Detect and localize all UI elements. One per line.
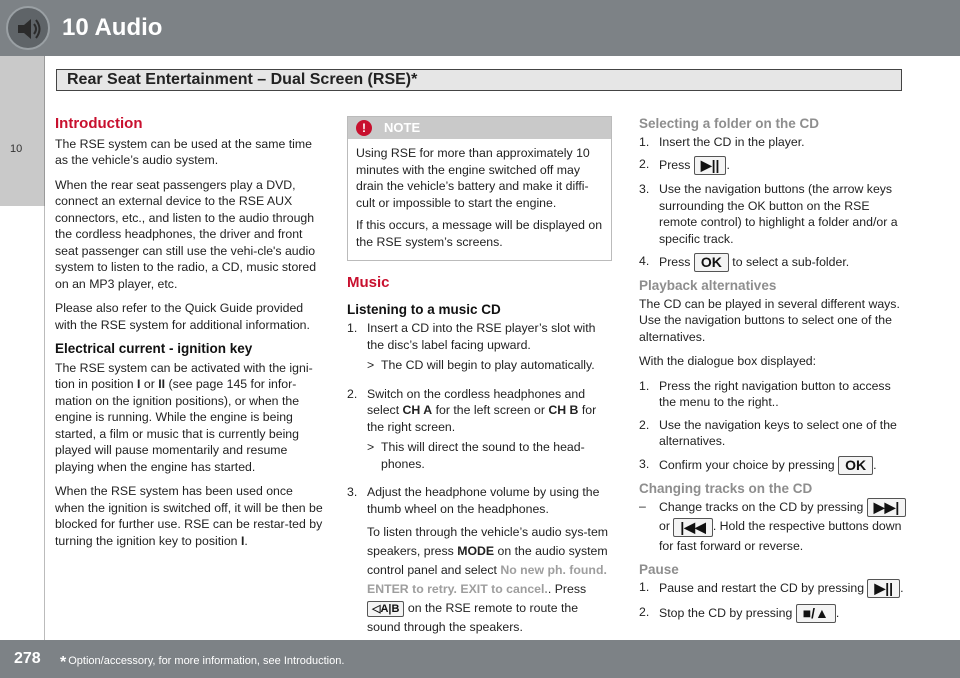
music-heading: Music <box>347 274 390 291</box>
speaker-icon <box>6 6 50 50</box>
ok-key-icon: OK <box>694 253 729 272</box>
folder-heading: Selecting a folder on the CD <box>639 116 820 131</box>
list-item: 2. Stop the CD by pressing ■/▲ . <box>639 605 840 622</box>
audio-select-key-icon: ◁A|B <box>367 601 404 617</box>
list-item: 1. Pause and restart the CD by pressing ▶|| . <box>639 580 904 597</box>
column-middle <box>347 116 612 643</box>
list-item: 4. Press OK to select a sub-folder. <box>639 254 850 270</box>
list-item: 3. Use the navigation buttons (the arrow keys surrounding the OK button on the RSE remote control) to highlight a folder and/or a specific track. <box>639 182 898 246</box>
note-title: NOTE <box>384 120 421 135</box>
list-item: 1. Press the right navigation button to access the menu to the right.. <box>639 378 891 409</box>
exclamation-icon: ! <box>356 120 372 136</box>
margin-line <box>44 206 45 640</box>
listening-heading: Listening to a music CD <box>347 301 501 317</box>
note-header <box>348 117 611 139</box>
list-item: – Change tracks on the CD by pressing ▶▶| or |◀◀ . Hold the respective buttons down for fast forward or reverse. <box>639 498 907 556</box>
page-number: 278 <box>14 650 41 667</box>
speaker-routing-text: To listen through the vehicle’s audio sys-tem speakers, press MODE on the audio system control panel and select No new ph. found. ENTER to retry. EXIT to cancel.. Press ◁A|B on the RSE remote to route the sound through the speakers. <box>367 525 609 634</box>
playback-paragraph-1: The CD can be played in several different ways. Use the navigation buttons to select one of the alternatives. <box>639 296 900 344</box>
playback-paragraph-2: With the dialogue box displayed: <box>639 354 817 368</box>
chapter-tab-number: 10 <box>10 143 23 155</box>
footnote: * Option/accessory, for more information, see Introduction. <box>60 654 345 671</box>
note-paragraph-1: Using RSE for more than approximately 10 minutes with the engine switched off may drain the vehicle’s battery and make it diffi-cult or impossible to start the engine. <box>356 146 590 210</box>
tracks-heading: Changing tracks on the CD <box>639 480 813 496</box>
note-paragraph-2: If this occurs, a message will be displayed on the RSE system’s screens. <box>356 218 603 249</box>
list-item: 1. Insert a CD into the RSE player’s slot with the disc’s label facing upward. > The CD will begin to play automatically. <box>347 320 612 380</box>
electrical-heading: Electrical current - ignition key <box>55 341 253 356</box>
next-track-key-icon: ▶▶| <box>867 498 906 517</box>
ok-key-icon: OK <box>838 456 873 475</box>
intro-paragraph-1: The RSE system can be used at the same time as the vehicle’s audio system. <box>55 136 312 167</box>
stop-eject-key-icon: ■/▲ <box>796 604 836 623</box>
previous-track-key-icon: |◀◀ <box>673 518 712 537</box>
section-title-bar <box>56 69 902 91</box>
list-item: 2. Switch on the cordless headphones and select CH A for the left screen or CH B for the right screen. > This will direct the sound to the head-phones. <box>347 386 612 479</box>
play-pause-key-icon: ▶|| <box>694 156 727 175</box>
list-item: 2. Use the navigation keys to select one of the alternatives. <box>639 417 897 448</box>
list-item: 2. Press ▶|| . <box>639 157 730 173</box>
intro-paragraph-2: When the rear seat passengers play a DVD, connect an external device to the RSE AUX connectors, etc., and listen to the audio through the cordless headphones, the driver and front seat passenger can still use the vehi-cle's audio system to listen to the radio, a CD, music stored on an MP3 player, etc. <box>55 177 317 291</box>
introduction-heading: Introduction <box>55 115 143 132</box>
list-item: 3. Confirm your choice by pressing OK . <box>639 456 877 473</box>
play-pause-key-icon: ▶|| <box>867 579 900 598</box>
column-right <box>639 116 907 629</box>
chapter-side-tab <box>0 56 45 206</box>
playback-heading: Playback alternatives <box>639 278 777 293</box>
result-line: > The CD will begin to play automatically. <box>367 358 595 372</box>
list-item: 3. Adjust the headphone volume by using the thumb wheel on the headphones. To listen through the vehicle’s audio sys-tem speakers, press MODE on the audio system control panel and select No new ph. found. ENTER to retry. EXIT to cancel.. Press ◁A|B on the RSE remote to route the sound through the speakers. <box>347 484 612 637</box>
result-line: > This will direct the sound to the head-phones. <box>367 440 585 471</box>
page-footer <box>0 640 960 678</box>
note-box <box>347 116 612 261</box>
column-left <box>55 116 323 557</box>
section-title: Rear Seat Entertainment – Dual Screen (RSE)* <box>67 71 418 88</box>
chapter-header-bar <box>0 0 960 56</box>
note-body <box>348 139 611 260</box>
list-item: 1. Insert the CD in the player. <box>639 134 805 149</box>
electrical-paragraph-2: When the RSE system has been used once when the ignition is switched off, it will be then be blocked for further use. RSE can be restar-ted by turning the ignition key to position I. <box>55 484 323 548</box>
intro-paragraph-3: Please also refer to the Quick Guide provided with the RSE system for additional information. <box>55 301 310 332</box>
pause-heading: Pause <box>639 561 679 577</box>
chapter-title: 10 Audio <box>62 14 163 41</box>
electrical-paragraph-1: The RSE system can be activated with the igni-tion in position I or II (see page 145 for infor-mation on the ignition positions), or when the engine is running. While the engine is being started, a film or music that is currently being played will pause momentarily and resume playing when the engine has started. <box>55 360 313 474</box>
